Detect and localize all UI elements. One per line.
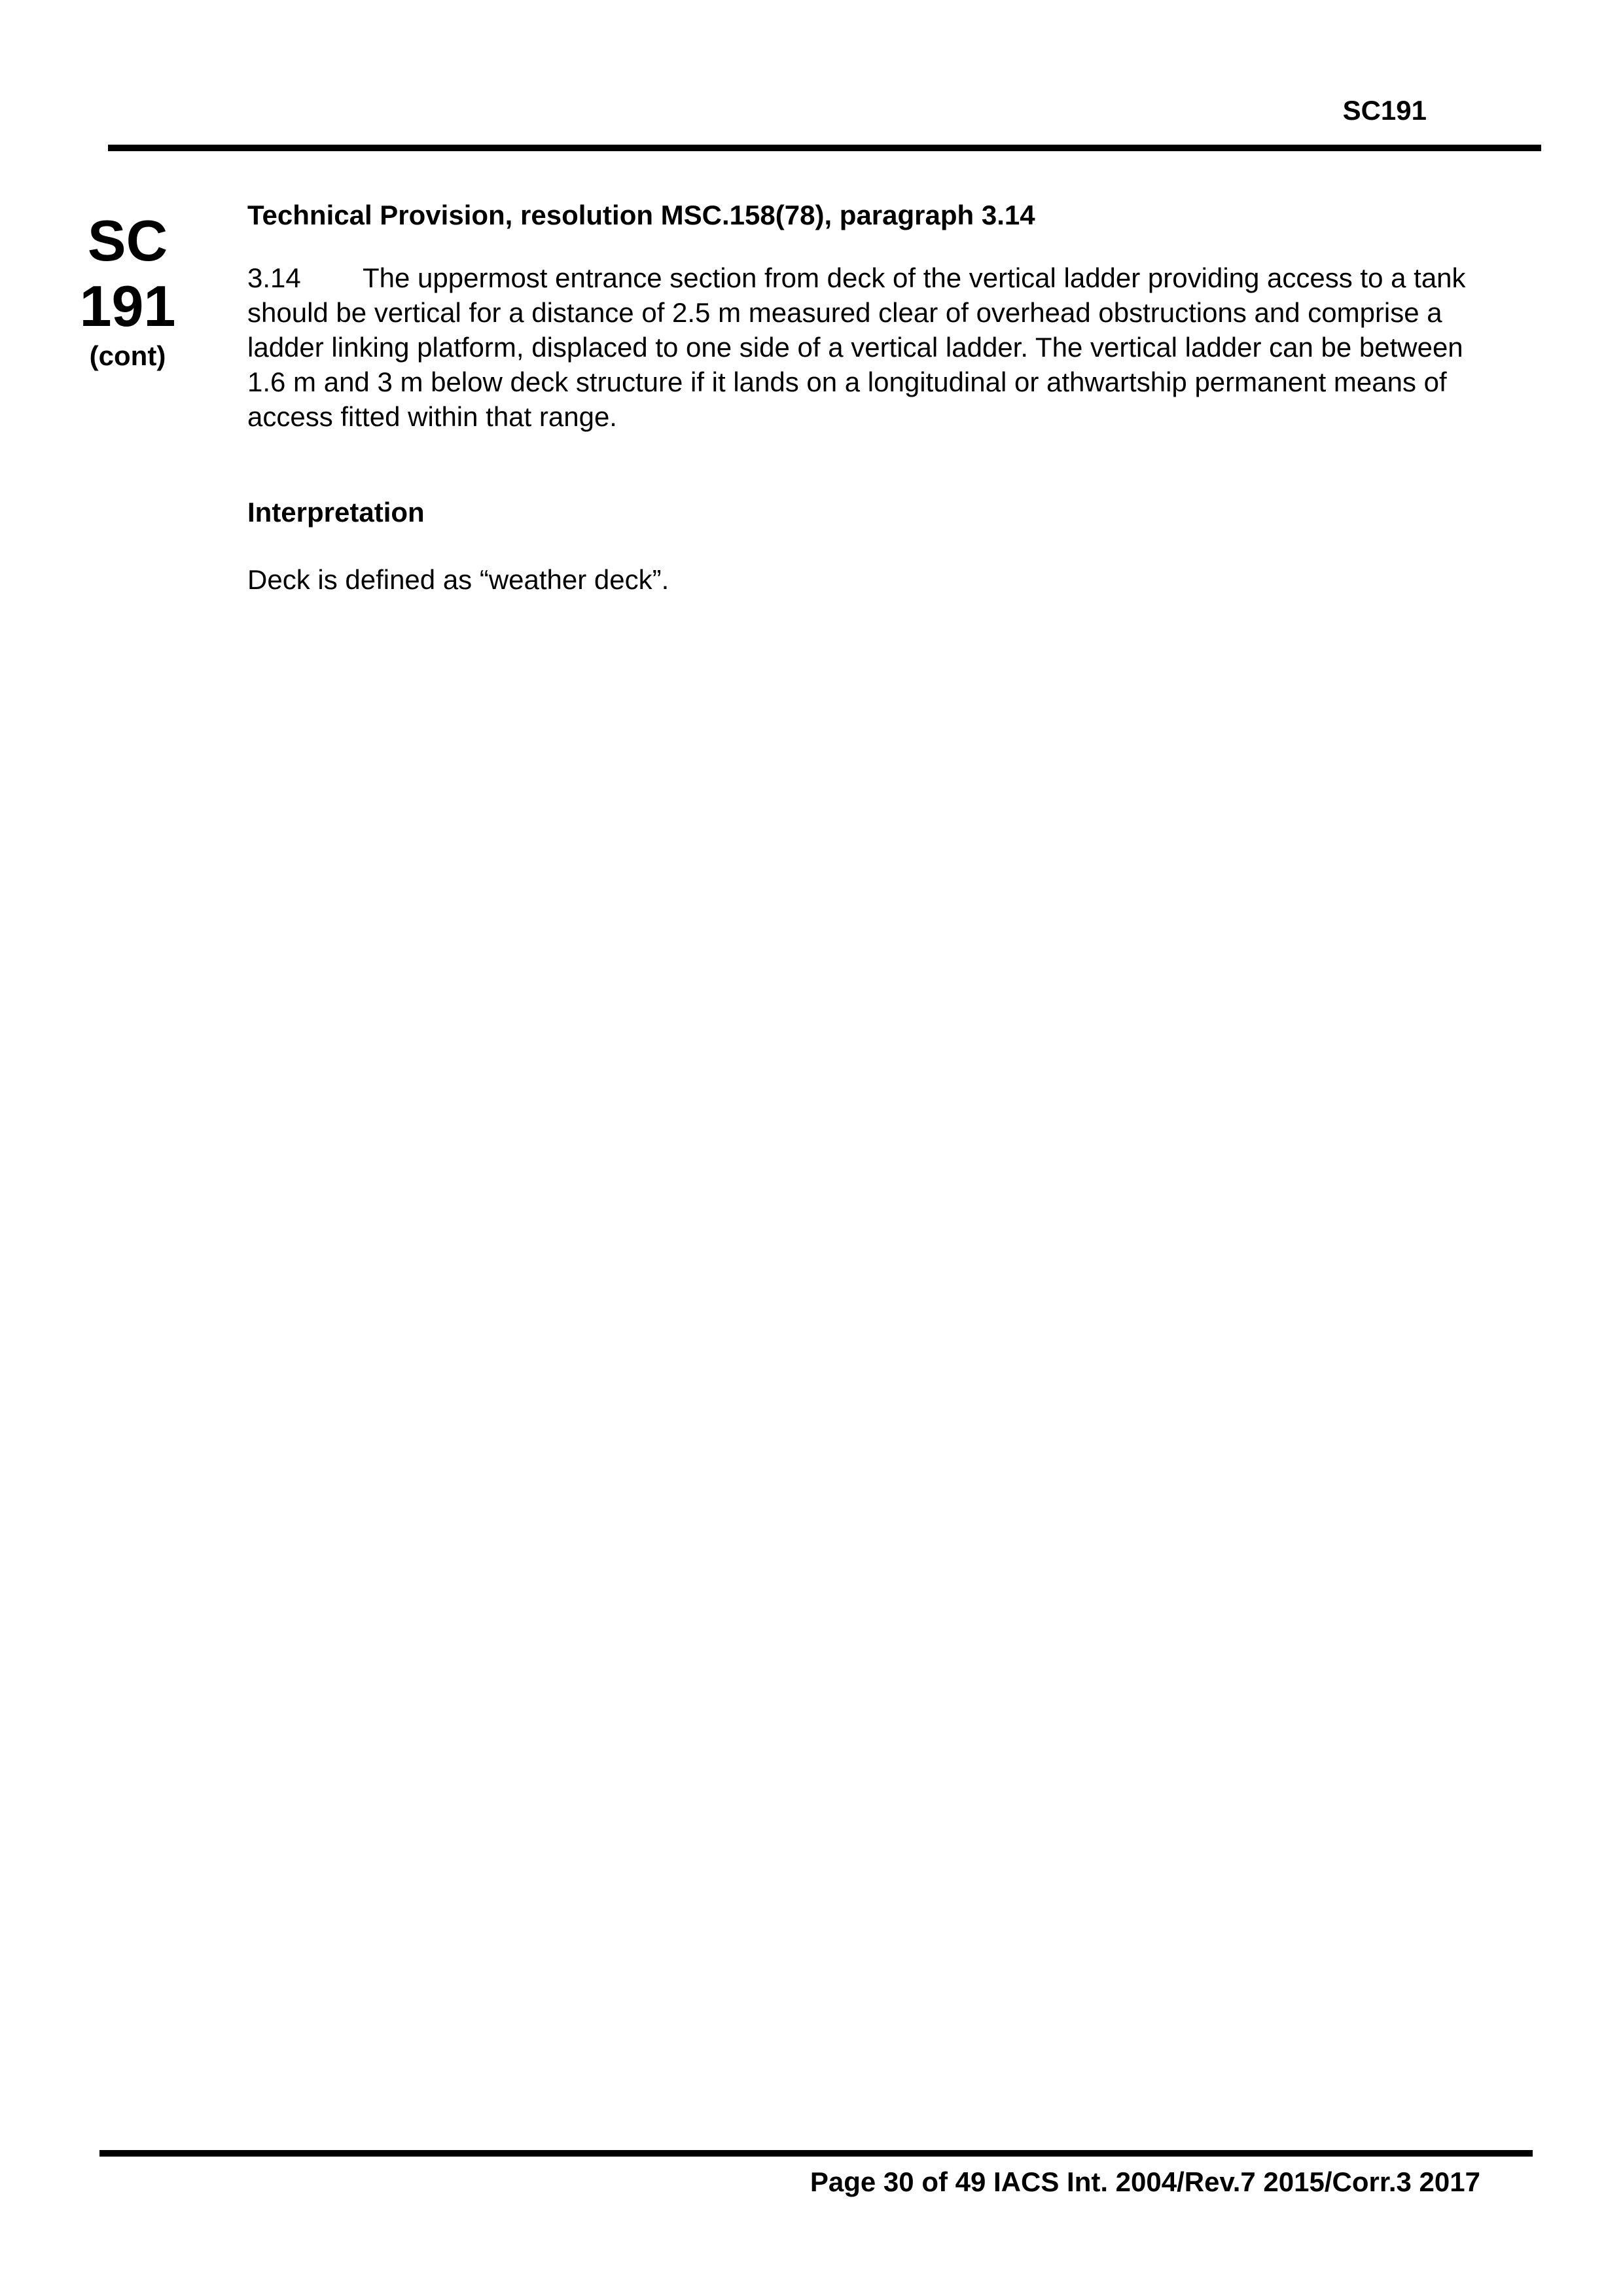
interpretation-text: Deck is defined as “weather deck”. — [247, 564, 669, 595]
side-tag-note: (cont) — [89, 340, 166, 371]
side-tag — [79, 208, 177, 374]
paragraph-3-14 — [247, 260, 1504, 434]
paragraph-text: The uppermost entrance section from deck of the vertical ladder providing access to a tank should be vertical for a distance of 2.5 m measured clear of overhead obstructions and comprise a ladder linking platform, displaced to one side of a vertical ladder. The vertical ladder can be between 1.6 m and 3 m below deck structure if it lands on a longitudinal or athwartship permanent means of access fitted within that range. — [247, 262, 1466, 432]
side-tag-code: SC — [87, 208, 168, 273]
header-rule — [108, 145, 1541, 151]
section-heading: Technical Provision, resolution MSC.158(78), paragraph 3.14 — [247, 200, 1035, 230]
interpretation-heading: Interpretation — [247, 497, 425, 528]
side-tag-number: 191 — [79, 274, 176, 338]
footer-rule — [99, 2150, 1533, 2157]
main-content — [247, 198, 1504, 598]
paragraph-number: 3.14 — [247, 262, 301, 293]
header-doc-code: SC191 — [1342, 95, 1427, 126]
footer-page-info: Page 30 of 49 IACS Int. 2004/Rev.7 2015/Corr.3 2017 — [810, 2166, 1480, 2197]
